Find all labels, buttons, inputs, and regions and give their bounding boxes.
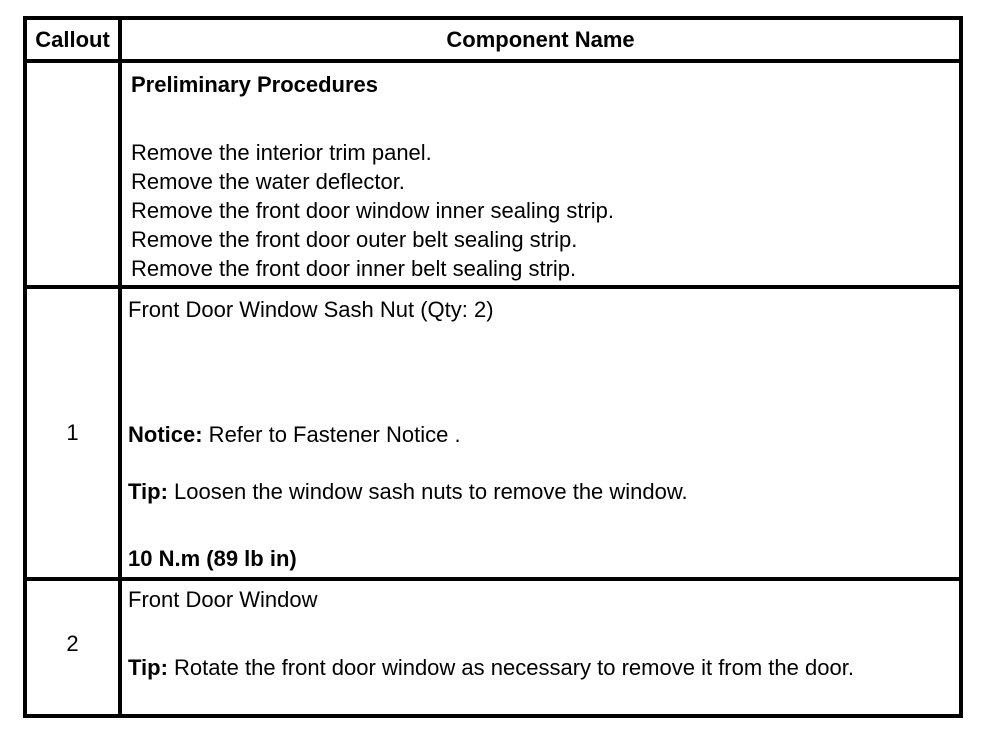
notice-label: Notice: [128, 422, 203, 447]
callout-1: 1 [27, 289, 122, 577]
callout-2: 2 [27, 581, 122, 714]
tip-line [128, 481, 688, 503]
notice-text: Refer to Fastener Notice . [202, 422, 461, 447]
preliminary-title: Preliminary Procedures [131, 72, 379, 97]
component-name: Front Door Window Sash Nut (Qty: 2) [128, 297, 494, 322]
tip-line [128, 657, 854, 679]
header-callout: Callout [27, 20, 122, 59]
preliminary-cell [122, 63, 959, 285]
preliminary-step: Remove the front door inner belt sealing strip. [131, 256, 577, 281]
preliminary-callout-cell [27, 63, 122, 285]
table-row-1 [27, 289, 959, 581]
table-header-row [27, 20, 959, 63]
component-table [23, 16, 963, 718]
table-row-2 [27, 581, 959, 714]
preliminary-step: Remove the water deflector. [131, 169, 405, 194]
preliminary-step: Remove the front door outer belt sealing strip. [131, 227, 578, 252]
tip-text: Rotate the front door window as necessary to remove it from the door. [167, 655, 854, 680]
header-component-name: Component Name [446, 26, 635, 52]
row-2-content [122, 581, 959, 714]
torque-spec: 10 N.m (89 lb in) [128, 546, 297, 571]
preliminary-row [27, 63, 959, 289]
notice-line [128, 424, 461, 446]
tip-text: Loosen the window sash nuts to remove the window. [167, 479, 688, 504]
tip-label: Tip: [128, 479, 168, 504]
tip-label: Tip: [128, 655, 168, 680]
component-name: Front Door Window [128, 587, 318, 612]
preliminary-step: Remove the interior trim panel. [131, 140, 432, 165]
preliminary-step: Remove the front door window inner sealing strip. [131, 198, 615, 223]
row-1-content [122, 289, 959, 577]
